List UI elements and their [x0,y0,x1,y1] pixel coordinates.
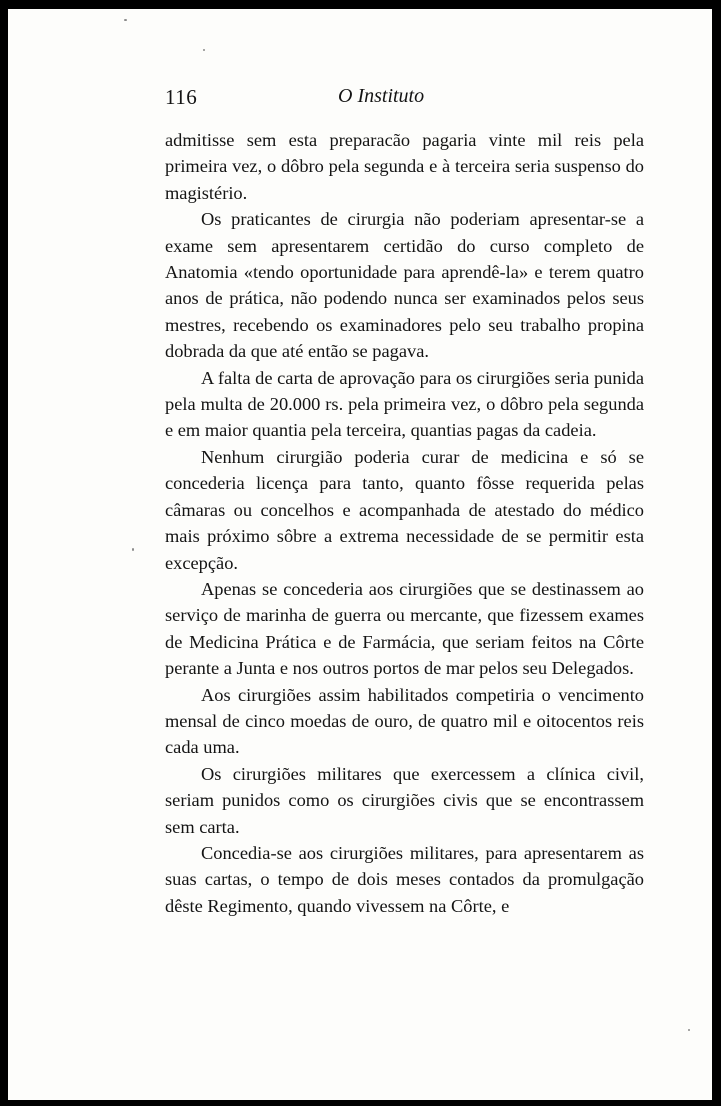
paragraph-militares: Os cirurgiões militares que exercessem a clínica civil, seriam punidos como os cirurgiões civis que se encontrassem sem carta. [165,763,644,837]
book-page [8,9,712,1100]
page-header [165,85,644,115]
scan-speck [688,1029,690,1031]
scan-speck [132,548,134,551]
paragraph-praticantes: Os praticantes de cirurgia não poderiam apresentar-se a exame sem apresentarem certidão do curso completo de Anatomia «tendo oportunidade para aprendê-la» e terem quatro anos de prática, não podendo nunca ser examinados pelos seus mestres, recebendo os examinadores pelo seu trabalho propina dobrada da que até então se pagava. [165,209,644,362]
running-title: O Instituto [338,85,425,107]
paragraph-vencimento: Aos cirurgiões assim habilitados competiria o vencimento mensal de cinco moedas de ouro, de quatro mil e oitocentos reis cada uma. [165,684,644,758]
paragraph-prazo: Concedia-se aos cirurgiões militares, para apresentarem as suas cartas, o tempo de dois meses contados da promulgação dêste Regimento, quando vivessem na Côrte, e [165,842,644,916]
paragraph-falta-de-carta: A falta de carta de aprovação para os cirurgiões seria punida pela multa de 20.000 rs. pela primeira vez, o dôbro pela segunda e em maior quantia pela terceira, quantias pagas da cadeia. [165,367,644,441]
scan-speck [124,19,127,21]
paragraph-marinha: Apenas se concederia aos cirurgiões que se destinassem ao serviço de marinha de guerra ou mercante, que fizessem exames de Medicina Prática e de Farmácia, que seriam feitos na Côrte perante a Junta e nos outros portos de mar pelos seu Delegados. [165,578,644,679]
page-number: 116 [165,85,198,109]
paragraph-medicina: Nenhum cirurgião poderia curar de medicina e só se concederia licença para tanto, quanto fôsse requerida pelas câmaras ou concelhos e acompanhada de atestado do médico mais próximo sôbre a extrema necessidade de se permitir esta excepção. [165,446,644,573]
body-text [165,127,644,919]
paragraph-continuation: admitisse sem esta preparacão pagaria vinte mil reis pela primeira vez, o dôbro pela segunda e à terceira seria suspenso do magistério. [165,130,644,203]
scan-speck [203,49,205,51]
